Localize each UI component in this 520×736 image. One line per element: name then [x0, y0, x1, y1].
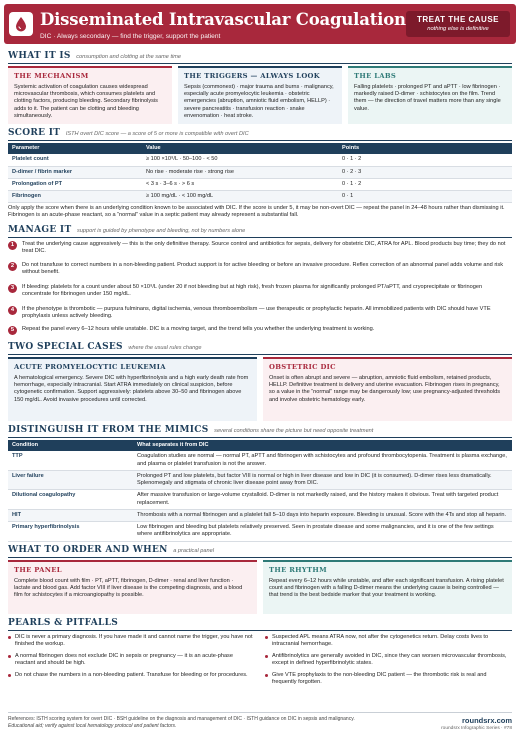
section-heading-what-it-is [8, 51, 512, 63]
table-cell: Coagulation studies are normal — normal PT, aPTT and fibrinogen with schistocytes and profound thrombocytopenia. Treatment is plasma exchange, and plasma or platelet transfusion is not the answer. [133, 451, 512, 470]
section-heading-order [8, 545, 512, 557]
pitfall-item [8, 634, 253, 649]
pitfall-item [265, 653, 510, 668]
table-cell: Dilutional coagulopathy [8, 490, 133, 510]
isth-score-table [8, 143, 512, 203]
score-note: Only apply the score when there is an underlying condition known to be associated with DIC. If the score is under 5, it may be non-overt DIC — repeat the panel in 24–48 hours rather than dismissing it. Fibrinogen is an acute-phase reactant, so a “normal” value in a septic patient may already represent a substantial fall. [8, 205, 505, 219]
pitfall-text: A normal fibrinogen does not exclude DIC in sepsis or pregnancy — it is an acute-phase reactant and should be high. [15, 653, 233, 667]
card-title: THE TRIGGERS — ALWAYS LOOK [184, 72, 320, 80]
bullet-icon [265, 636, 268, 639]
table-header-row [8, 440, 512, 451]
card-body: Onset is often abrupt and severe — abruption, amniotic fluid embolism, retained products, HELLP. Definitive treatment is delivery and uterine evacuation. Fibrinogen rises in pregnancy, so a value in the “normal” range may be dangerously low; use pregnancy-adjusted thresholds and involve obstetric hematology early. [269, 374, 501, 403]
section-divider [8, 630, 512, 631]
table-cell: Primary hyperfibrinolysis [8, 522, 133, 542]
disclaimer-text: Educational aid; verify against local hematology protocol and patient factors. [8, 722, 177, 729]
step-number: 3 [8, 284, 17, 293]
table-row [8, 522, 512, 542]
table-cell: 0 · 1 · 2 [338, 178, 512, 190]
footer-references [8, 716, 388, 729]
section-title: SCORE IT [8, 128, 61, 138]
pitfall-item [8, 653, 253, 668]
section-title: WHAT TO ORDER AND WHEN [8, 545, 168, 555]
section-divider [8, 557, 512, 558]
table-row [8, 191, 512, 203]
blood-drop-icon [14, 16, 28, 32]
card-title: ACUTE PROMYELOCYTIC LEUKEMIA [14, 363, 166, 371]
section-heading-mimics [8, 425, 512, 437]
pitfall-text: Give VTE prophylaxis to the non-bleeding DIC patient — the thrombotic risk is real and frequently forgotten. [272, 672, 487, 686]
page-title: Disseminated Intravascular Coagulation [40, 10, 406, 29]
card-mechanism [8, 66, 172, 124]
table-header-row [8, 143, 512, 154]
pitfall-item [265, 672, 510, 687]
table-cell: Fibrinogen [8, 191, 142, 203]
section-heading-special-cases [8, 342, 512, 354]
card-body: Complete blood count with film · PT, aPTT, fibrinogen, D-dimer · renal and liver function · lactate and blood gas. Add factor VIII if liver disease is the competing diagnosis, and a blood film for schistocytes if a microangiopathy is possible. [14, 577, 243, 599]
table-cell: Low fibrinogen and bleeding but platelets relatively preserved. Seen in prostate disease and some malignancies, and it is one of the few settings where antifibrinolytics are appropriate. [133, 522, 512, 542]
section-title: DISTINGUISH IT FROM THE MIMICS [8, 425, 209, 435]
column-header: What separates it from DIC [133, 440, 512, 451]
section-subtitle: ISTH overt DIC score — a score of 5 or more is compatible with overt DIC [65, 131, 249, 137]
card-panel [8, 560, 257, 614]
column-header: Points [338, 143, 512, 154]
card-apl [8, 357, 257, 421]
section-subtitle: consumption and clotting at the same time [76, 54, 182, 60]
card-body: Sepsis (commonest) · major trauma and burns · malignancy, especially acute promyelocytic leukemia · obstetric emergencies (abruption, amniotic fluid embolism, HELLP) · severe pancreatitis · transfusion reaction · snake envenomation · heat stroke. [184, 83, 334, 119]
pitfall-item [8, 672, 253, 679]
badge-title: TREAT THE CAUSE [416, 15, 500, 24]
card-title: THE LABS [354, 72, 397, 80]
badge-subtitle: nothing else is definitive [427, 26, 489, 33]
bullet-icon [8, 636, 11, 639]
section-divider [8, 140, 512, 141]
section-title: WHAT IT IS [8, 51, 71, 61]
step-text: If bleeding: platelets for a count under about 50 ×10⁹/L (under 20 if not bleeding but at high risk), fresh frozen plasma for significantly prolonged PT/aPTT, and cryoprecipitate or fibrinogen concentrate for fibrinogen under 150 mg/dL. [22, 284, 483, 298]
header-banner [4, 4, 516, 44]
column-header: Parameter [8, 143, 142, 154]
step-number: 4 [8, 306, 17, 315]
step-text: If the phenotype is thrombotic — purpura fulminans, digital ischemia, venous thromboembolism — use therapeutic or prophylactic heparin. All immobilized patients with DIC should have VTE prophylaxis unless actively bleeding. [22, 306, 491, 320]
column-header: Value [142, 143, 338, 154]
table-cell: 0 · 1 [338, 191, 512, 203]
mimics-table [8, 440, 512, 542]
section-heading-manage [8, 225, 512, 237]
card-body: Systemic activation of coagulation causes widespread microvascular thrombosis, which consumes platelets and clotting factors, producing bleeding. Secondary fibrinolysis adds to it. The patient can be clotting and bleeding simultaneously. [14, 83, 158, 119]
section-heading-score [8, 128, 512, 140]
table-row [8, 166, 512, 178]
table-row [8, 509, 512, 521]
table-cell: Prolongation of PT [8, 178, 142, 190]
table-cell: 0 · 2 · 3 [338, 166, 512, 178]
bullet-icon [265, 674, 268, 677]
series-label: roundsrx Infographic Series · #78 [441, 725, 512, 731]
card-labs [348, 66, 512, 124]
card-body: A hematological emergency. Severe DIC with hyperfibrinolysis and a high early death rate from hemorrhage, especially intracranial. Start ATRA immediately on clinical suspicion, before cytogenetic confirmation. Support aggressively: platelets above 30–50 and fibrinogen above 150 mg/dL. Avoid invasive procedures until corrected. [14, 374, 249, 403]
table-cell: 0 · 1 · 2 [338, 154, 512, 166]
table-cell: TTP [8, 451, 133, 470]
card-title: THE MECHANISM [14, 72, 89, 80]
pitfall-text: DIC is never a primary diagnosis. If you have made it and cannot name the trigger, you have not finished the workup. [15, 634, 253, 648]
footer-divider [8, 712, 512, 713]
table-cell: No rise · moderate rise · strong rise [142, 166, 338, 178]
step-text: Do not transfuse to correct numbers in a non-bleeding patient. Product support is for active bleeding or before an invasive procedure. Reflex correction of an abnormal panel adds volume and risk without benefit. [22, 262, 504, 276]
table-cell: ≥ 100 mg/dL · < 100 mg/dL [142, 191, 338, 203]
table-row [8, 490, 512, 510]
table-cell: ≥ 100 ×10⁹/L · 50–100 · < 50 [142, 154, 338, 166]
table-cell: Platelet count [8, 154, 142, 166]
step-number: 2 [8, 262, 17, 271]
references-text: References: ISTH scoring system for overt DIC · BSH guideline on the diagnosis and management of DIC · ISTH guidance on DIC in sepsis and malignancy. [8, 716, 355, 722]
section-subtitle: support is guided by phenotype and bleeding, not by numbers alone [77, 228, 246, 234]
column-header: Condition [8, 440, 133, 451]
section-divider [8, 237, 512, 238]
table-row [8, 470, 512, 490]
footer-brand [441, 716, 512, 732]
bullet-icon [265, 655, 268, 658]
card-rhythm [263, 560, 512, 614]
page-subtitle: DIC · Always secondary — find the trigger, support the patient [40, 33, 221, 40]
step-text: Repeat the panel every 6–12 hours while unstable. DIC is a moving target, and the trend tells you whether the underlying treatment is working. [22, 326, 375, 332]
table-row [8, 451, 512, 470]
pitfall-text: Antifibrinolytics are generally avoided in DIC, since they can worsen microvascular thrombosis, except in defined hyperfibrinolytic states. [272, 653, 507, 667]
pitfall-text: Suspected APL means ATRA now, not after the cytogenetics return. Delay costs lives to intracranial hemorrhage. [272, 634, 489, 648]
section-heading-pitfalls [8, 618, 512, 630]
table-cell: HIT [8, 509, 133, 521]
card-obstetric-dic [263, 357, 512, 421]
treat-cause-badge [406, 11, 510, 37]
section-title: PEARLS & PITFALLS [8, 618, 119, 628]
pitfall-text: Do not chase the numbers in a non-bleeding patient. Transfuse for bleeding or for procedures. [15, 672, 248, 678]
section-title: MANAGE IT [8, 225, 72, 235]
table-cell: Prolonged PT and low platelets, but factor VIII is normal or high in liver disease and low in DIC (it is consumed). D-dimer rises less dramatically. Splenomegaly and stigmata of chronic liver disease point away from DIC. [133, 470, 512, 490]
step-number: 5 [8, 326, 17, 335]
pitfall-item [265, 634, 510, 649]
card-title: THE RHYTHM [269, 566, 327, 574]
section-subtitle: several conditions share the picture but need opposite treatment [214, 428, 374, 434]
brand-link[interactable]: roundsrx.com [461, 716, 512, 725]
logo [9, 12, 33, 36]
card-body: Falling platelets · prolonged PT and aPTT · low fibrinogen · markedly raised D-dimer · schistocytes on the film. Trend them — the direction of travel matters more than any single value. [354, 83, 501, 112]
bullet-icon [8, 674, 11, 677]
table-cell: D-dimer / fibrin marker [8, 166, 142, 178]
table-row [8, 154, 512, 166]
bullet-icon [8, 655, 11, 658]
card-title: THE PANEL [14, 566, 62, 574]
section-divider [8, 63, 512, 64]
table-cell: Liver failure [8, 470, 133, 490]
table-cell: Thrombosis with a normal fibrinogen and a platelet fall 5–10 days into heparin exposure. Bleeding is unusual. Score with the 4Ts and stop all heparin. [133, 509, 512, 521]
card-title: OBSTETRIC DIC [269, 363, 336, 371]
table-cell: < 3 s · 3–6 s · > 6 s [142, 178, 338, 190]
section-divider [8, 354, 512, 355]
step-text: Treat the underlying cause aggressively — this is the only definitive therapy. Source control and antibiotics for sepsis, delivery for obstetric DIC, ATRA for APL. Blood products buy time; they do not treat DIC. [22, 241, 506, 255]
section-subtitle: a practical panel [173, 548, 214, 554]
step-number: 1 [8, 241, 17, 250]
table-row [8, 178, 512, 190]
card-body: Repeat every 6–12 hours while unstable, and after each significant transfusion. A rising platelet count and fibrinogen with a falling D-dimer means the underlying cause is being controlled — that trend is the best bedside marker that your treatment is working. [269, 577, 504, 599]
card-triggers [178, 66, 342, 124]
table-cell: After massive transfusion or large-volume crystalloid. D-dimer is not markedly raised, and the history makes it obvious. Treat with targeted product replacement. [133, 490, 512, 510]
section-subtitle: where the usual rules change [128, 345, 202, 351]
section-divider [8, 437, 512, 438]
section-title: TWO SPECIAL CASES [8, 342, 123, 352]
